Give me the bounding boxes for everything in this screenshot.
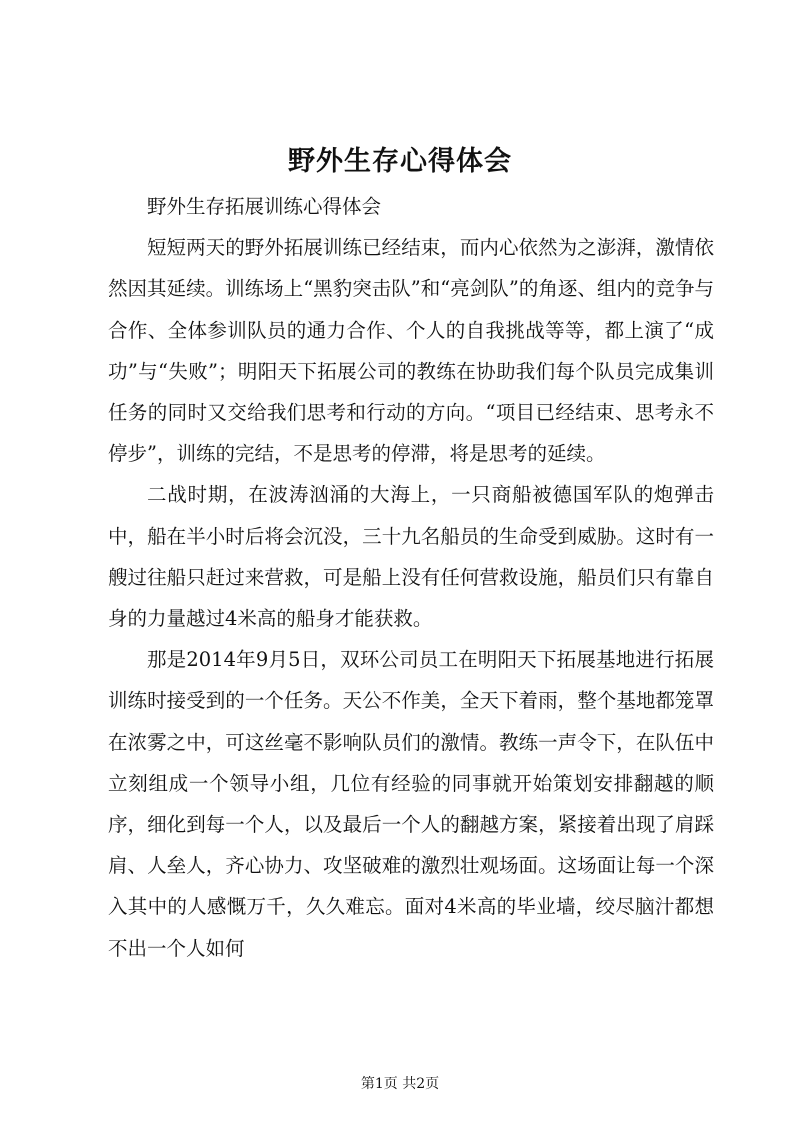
document-body <box>108 186 714 969</box>
paragraph: 二战时期，在波涛汹涌的大海上，一只商船被德国军队的炮弹击中，船在半小时后将会沉没，三十九名船员的生命受到威胁。这时有一艘过往船只赶过来营救，可是船上没有任何营救设施，船员们只有靠自身的力量越过4米高的船身才能获救。 <box>108 483 714 631</box>
paragraph: 那是2014年9月5日，双环公司员工在明阳天下拓展基地进行拓展训练时接受到的一个任务。天公不作美，全天下着雨，整个基地都笼罩在浓雾之中，可这丝毫不影响队员们的激情。教练一声令下，在队伍中立刻组成一个领导小组，几位有经验的同事就开始策划安排翻越的顺序，细化到每一个人，以及最后一个人的翻越方案，紧接着出现了肩踩肩、人垒人，齐心协力、攻坚破难的激烈壮观场面。这场面让每一个深入其中的人感慨万千，久久难忘。面对4米高的毕业墙，绞尽脑汁都想不出一个人如何 <box>108 648 714 960</box>
paragraph-subtitle: 野外生存拓展训练心得体会 <box>147 195 382 218</box>
document-title: 野外生存心得体会 <box>288 146 512 177</box>
page-footer: 第1页 共2页 <box>360 1076 440 1092</box>
paragraph: 短短两天的野外拓展训练已经结束，而内心依然为之澎湃，激情依然因其延续。训练场上“黑豹突击队”和“亮剑队”的角逐、组内的竞争与合作、全体参训队员的通力合作、个人的自我挑战等等，都上演了“成功”与“失败”；明阳天下拓展公司的教练在协助我们每个队员完成集训任务的同时又交给我们思考和行动的方向。“项目已经结束、思考永不停步”，训练的完结，不是思考的停滞，将是思考的延续。 <box>108 236 714 466</box>
